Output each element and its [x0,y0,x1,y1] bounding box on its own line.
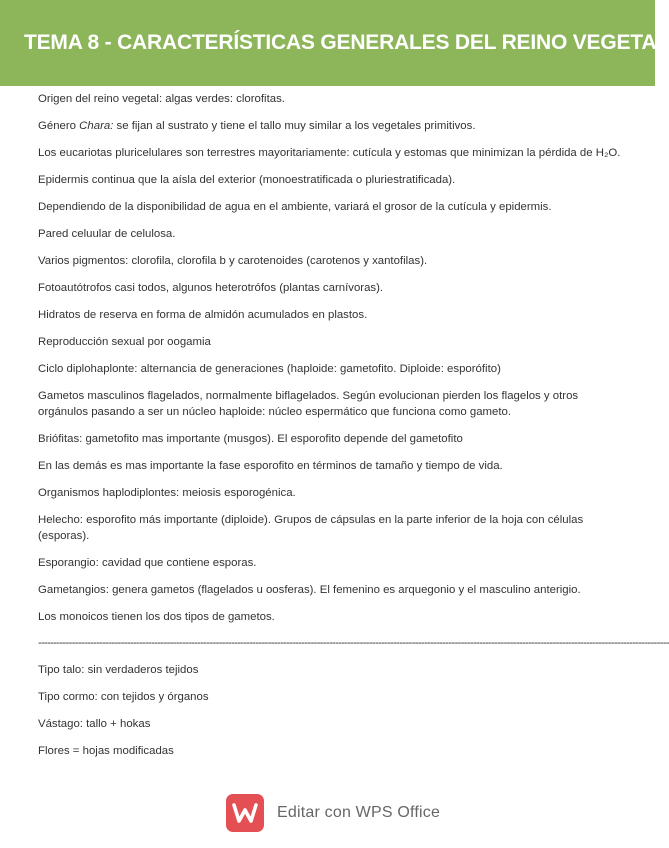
wps-edit-label[interactable]: Editar con WPS Office [277,804,441,821]
separator-line: -------------------------------------------------------------------------------------------------------------------------------------------------------------------------------------------------------------- [38,637,669,649]
paragraph: Vástago: tallo + hokas [38,718,151,730]
wps-edit-banner[interactable] [226,793,440,833]
paragraph: Esporangio: cavidad que contiene esporas. [38,557,257,569]
document-body [38,91,669,770]
paragraph: Pared celuular de celulosa. [38,228,176,240]
paragraph: Ciclo diplohaplonte: alternancia de generaciones (haploide: gametofito. Diploide: esporófito) [38,363,501,375]
paragraph: Flores = hojas modificadas [38,745,174,757]
paragraph-prefix: Género [38,120,80,132]
paragraph: Fotoautótrofos casi todos, algunos heterotrófos (plantas carnívoras). [38,282,384,294]
paragraph: Briófitas: gametofito mas importante (musgos). El esporofito depende del gametofito [38,433,463,445]
paragraph: Epidermis continua que la aísla del exterior (monoestratificada o pluriestratificada). [38,174,456,186]
paragraph: Helecho: esporofito más importante (diploide). Grupos de cápsulas en la parte inferior de la hoja con células (esporas). [38,514,584,542]
paragraph: Reproducción sexual por oogamia [38,336,211,348]
italic-term: Chara: [79,120,114,132]
paragraph-rest: se fijan al sustrato y tiene el tallo muy similar a los vegetales primitivos. [113,120,476,132]
paragraph: Gametos masculinos flagelados, normalmente biflagelados. Según evolucionan pierden los flagelos y otros orgánulos pasando a ser un núcleo haploide: núcleo espermático que funciona como gameto. [38,390,579,418]
paragraph: Los monoicos tienen los dos tipos de gametos. [38,611,275,623]
paragraph: Origen del reino vegetal: algas verdes: clorofitas. [38,93,285,105]
paragraph: Tipo cormo: con tejidos y órganos [38,691,209,703]
paragraph: En las demás es mas importante la fase esporofito en términos de tamaño y tiempo de vida. [38,460,503,472]
page-header [0,0,669,86]
paragraph: Dependiendo de la disponibilidad de agua en el ambiente, variará el grosor de la cutícula y epidermis. [38,201,552,213]
wps-logo-icon[interactable] [226,794,264,832]
paragraph: Organismos haplodiplontes: meiosis esporogénica. [38,487,296,499]
paragraph: Hidratos de reserva en forma de almidón acumulados en plastos. [38,309,368,321]
page-title: TEMA 8 - CARACTERÍSTICAS GENERALES DEL REINO VEGETAL [24,31,669,54]
paragraph: Tipo talo: sin verdaderos tejidos [38,664,199,676]
paragraph [38,118,623,134]
paragraph: Gametangios: genera gametos (flagelados u oosferas). El femenino es arquegonio y el masculino anterigio. [38,584,581,596]
paragraph: Los eucariotas pluricelulares son terrestres mayoritariamente: cutícula y estomas que minimizan la pérdida de H₂O. [38,147,621,159]
paragraph: Varios pigmentos: clorofila, clorofila b y carotenoides (carotenos y xantofilas). [38,255,428,267]
